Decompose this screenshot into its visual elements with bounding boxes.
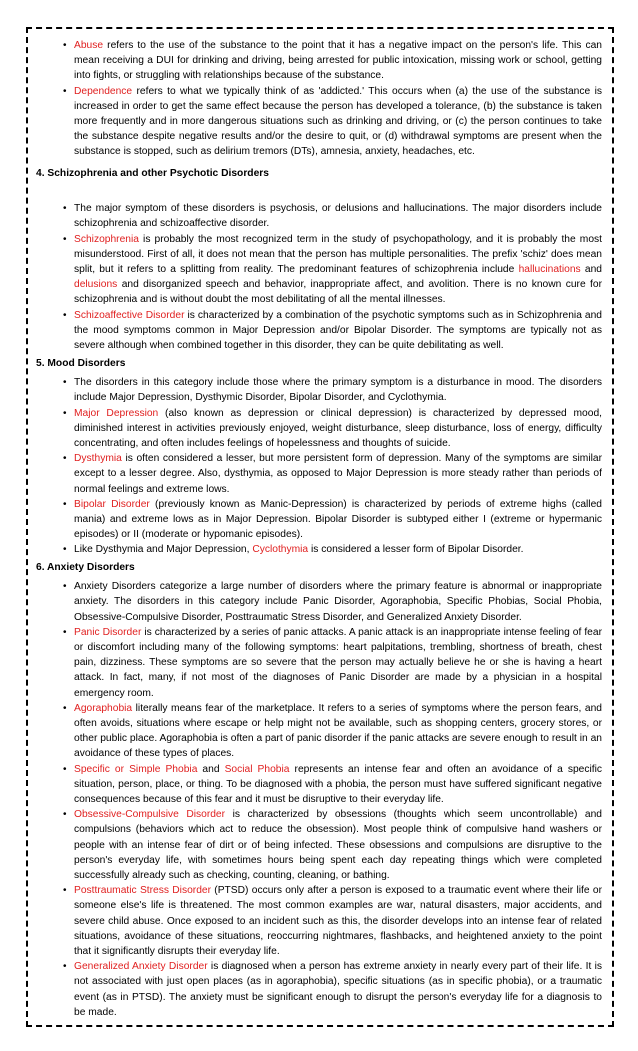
text-panic-disorder: is characterized by a series of panic attacks. A panic attack is an inappropriate intense feeling of fear or discomfort including many of the following symptoms: heart palpitations, trembling, shortness of breath, chest pain, dizziness. These symptoms are so severe that the person may actually believe he or she is having a heart attack. In fact, many, if not most of the diagnoses of Panic Disorder are made by a physician in a hospital emergency room. xyxy=(74,626,602,699)
text-dependence: refers to what we typically think of as 'addicted.' This occurs when (a) the use of the substance is increased in order to get the same effect because the person has developed a tolerance, (b) the substance is taken more frequently and in more dangerous situations such as drinking and driving, or (c) the person continues to take the substance despite negative results and/or the desire to quit, or (d) withdrawal symptoms are present when the substance is stopped, such as delirium tremors (DTs), amnesia, anxiety, headaches, etc. xyxy=(74,85,602,158)
text-agoraphobia: literally means fear of the marketplace. It refers to a series of symptoms where the person fears, and often avoids, situations where escape or help might not be available, such as shopping centers, grocery stores, or other public place. Agoraphobia is often a part of panic disorder if the panic attacks are severe enough to result in an avoidance of these types of places. xyxy=(74,702,602,760)
text-phobia-a: and xyxy=(197,763,225,775)
substance-list xyxy=(36,38,602,160)
list-item-anxiety-overview xyxy=(36,579,602,625)
list-item-abuse xyxy=(36,38,602,84)
term-ptsd: Posttraumatic Stress Disorder xyxy=(74,885,212,897)
list-item-schizophrenia xyxy=(36,232,602,308)
text-psychotic-overview: The major symptom of these disorders is psychosis, or delusions and hallucinations. The major disorders include schizophrenia and schizoaffective disorder. xyxy=(74,203,602,230)
mood-list xyxy=(36,375,602,557)
text-gad: is diagnosed when a person has extreme anxiety in nearly every part of their life. It is not associated with just open places (as in agoraphobia), specific situations (as in specific phobia), or a traumatic event (as in PTSD). The anxiety must be significant enough to disrupt the person's everyday life for a diagnosis to be made. xyxy=(74,961,603,1018)
section-mood xyxy=(36,356,602,558)
section-anxiety xyxy=(36,560,602,1020)
heading-schizophrenia: 4. Schizophrenia and other Psychotic Disorders xyxy=(36,168,269,179)
schizophrenia-list xyxy=(36,201,602,353)
term-bipolar: Bipolar Disorder xyxy=(74,498,150,510)
text-ptsd: (PTSD) occurs only after a person is exposed to a traumatic event where their life or someone else's life is threatened. The most common examples are war, natural disasters, major accidents, and severe child abuse. Once exposed to an incident such as this, the disorder develops into an intense fear of related situations, avoidance of these situations, reoccurring nightmares, flashbacks, and heightened anxiety to the point that it significantly disrupts their everyday life. xyxy=(74,885,602,958)
list-item-cyclothymia xyxy=(36,542,602,557)
term-dependence: Dependence xyxy=(74,85,133,97)
term-agoraphobia: Agoraphobia xyxy=(74,702,133,714)
text-schizophrenia-c: and disorganized speech and behavior, inappropriate affect, and avolition. There is no known cure for schizophrenia and is without doubt the most debilitating of all the mental illnesses. xyxy=(74,279,602,306)
heading-mood: 5. Mood Disorders xyxy=(36,358,126,369)
list-item-panic xyxy=(36,625,602,701)
term-cyclothymia: Cyclothymia xyxy=(252,544,309,556)
text-bipolar: (previously known as Manic-Depression) is characterized by periods of extreme highs (called mania) and extreme lows as in Major Depression. Bipolar Disorder is subtyped either I (extreme or hypermanic episodes) or II (moderate or hypomanic episodes). xyxy=(74,498,602,541)
anxiety-list xyxy=(36,579,602,1020)
term-major-depression: Major Depression xyxy=(74,407,159,419)
list-item-bipolar xyxy=(36,497,602,543)
term-social-phobia: Social Phobia xyxy=(224,763,290,775)
term-ocd: Obsessive-Compulsive Disorder xyxy=(74,809,226,821)
term-hallucinations: hallucinations xyxy=(518,264,581,276)
term-abuse: Abuse xyxy=(74,40,104,51)
list-item-ptsd xyxy=(36,883,602,959)
text-schizophrenia-b: and xyxy=(580,264,603,276)
text-anxiety-overview: Anxiety Disorders categorize a large number of disorders where the primary feature is abnormal or inappropriate anxiety. The disorders in this category include Panic Disorder, Agoraphobia, Specific Phobias, Social Phobia, Obsessive-Compulsive Disorder, Posttraumatic Stress Disorder, and Generalized Anxiety Disorder. xyxy=(74,581,602,623)
list-item-schizoaffective xyxy=(36,308,602,354)
section-schizophrenia xyxy=(36,166,602,353)
term-schizoaffective: Schizoaffective Disorder xyxy=(74,309,185,321)
text-cyclothymia-b: is considered a lesser form of Bipolar Disorder. xyxy=(308,544,524,556)
text-phobia-b: represents an intense fear and often an avoidance of a specific situation, person, place, or thing. To be diagnosed with a phobia, the person must have suffered significant negative consequences because of this fear and it must be disruptive to their everyday life. xyxy=(74,763,602,806)
list-item-gad xyxy=(36,959,602,1020)
text-mood-overview: The disorders in this category include those where the primary symptom is a disturbance in mood. The disorders include Major Depression, Dysthymic Disorder, Bipolar Disorder, and Cyclothymia. xyxy=(74,377,602,404)
list-item-agoraphobia xyxy=(36,701,602,762)
term-gad: Generalized Anxiety Disorder xyxy=(74,961,208,973)
list-item-psychotic-overview xyxy=(36,201,602,231)
text-schizoaffective: is characterized by a combination of the psychotic symptoms such as in Schizophrenia and the mood symptoms common in Major Depression and/or Bipolar Disorder. The symptoms are typically not as severe although when combined together in this disorder, they can be quite debilitating as well. xyxy=(74,309,602,352)
list-item-major-depression xyxy=(36,406,602,452)
text-dysthymia: is often considered a lesser, but more persistent form of depression. Many of the symptoms are similar except to a lesser degree. Also, dysthymia, as opposed to Major Depression is more steady rather than periods of normal feelings and extreme lows. xyxy=(74,453,602,495)
term-dysthymia: Dysthymia xyxy=(74,453,122,465)
heading-anxiety: 6. Anxiety Disorders xyxy=(36,562,135,573)
list-item-dependence xyxy=(36,84,602,160)
term-specific-phobia: Specific or Simple Phobia xyxy=(74,763,198,775)
section-substance-continued xyxy=(36,38,602,160)
list-item-mood-overview xyxy=(36,375,602,405)
text-schizophrenia-a: is probably the most recognized term in the study of psychopathology, and it is probably the most misunderstood. First of all, it does not mean that the person has multiple personalities. The prefix 'schiz' does mean split, but it refers to a splitting from reality. The predominant features of schizophrenia include xyxy=(74,233,602,276)
text-ocd: is characterized by obsessions (thoughts which seem uncontrollable) and compulsions (behaviors which act to reduce the obsession). Most people think of compulsive hand washers or people with an intense fear of dirt or of being infected. These obsessions and compulsions are disruptive to the person's everyday life, with sometimes hours being spent each day repeating things which were completed successfully already such as checking, counting, cleaning, or bathing. xyxy=(74,809,602,882)
term-delusions: delusions xyxy=(74,279,118,291)
text-abuse: refers to the use of the substance to the point that it has a negative impact on the person's life. This can mean receiving a DUI for drinking and driving, being arrested for public intoxication, missing work or school, getting into fights, or struggling with relationships because of the substance. xyxy=(74,40,602,82)
list-item-dysthymia xyxy=(36,451,602,497)
text-cyclothymia-a: Like Dysthymia and Major Depression, xyxy=(74,544,253,556)
term-panic-disorder: Panic Disorder xyxy=(74,626,142,638)
list-item-ocd xyxy=(36,807,602,883)
text-major-depression: (also known as depression or clinical depression) is characterized by depressed mood, diminished interest in activities previously enjoyed, weight disturbance, sleep disturbance, loss of energy, difficulty concentrating, and often includes feelings of hopelessness and thoughts of suicide. xyxy=(74,407,602,450)
list-item-phobia xyxy=(36,762,602,808)
term-schizophrenia: Schizophrenia xyxy=(74,233,139,245)
